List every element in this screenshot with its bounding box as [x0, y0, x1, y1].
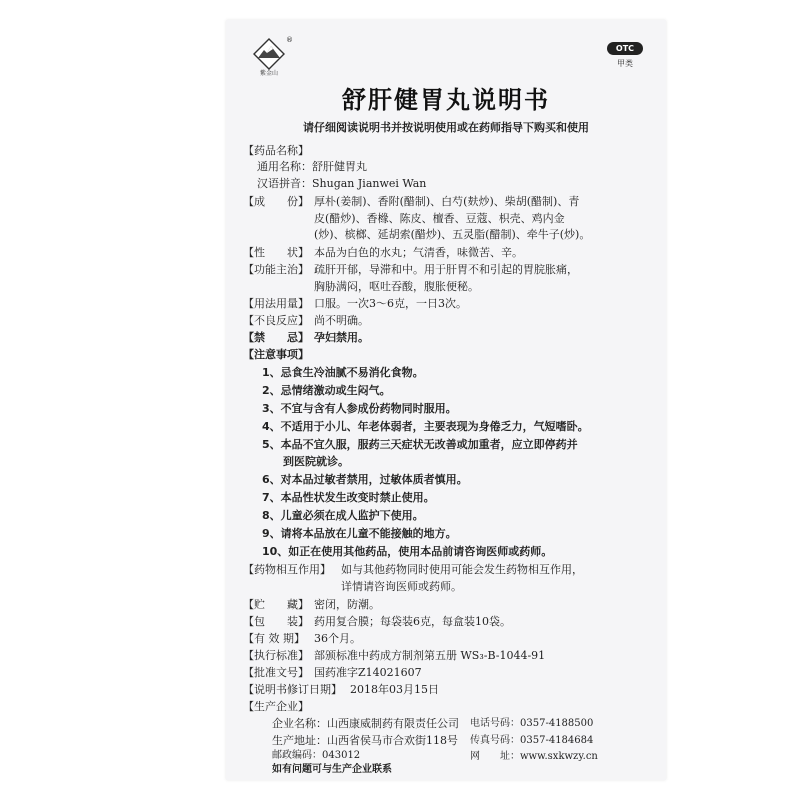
storage-label: 【贮 藏】 — [243, 598, 309, 611]
indications-label: 【功能主治】 — [243, 263, 309, 276]
website: 网 址：www.sxkwzy.cn — [470, 751, 598, 762]
precaution-item: 10、如正在使用其他药品，使用本品前请咨询医师或药师。 — [262, 545, 553, 558]
registered-mark: ® — [286, 36, 293, 44]
precaution-item: 7、本品性状发生改变时禁止使用。 — [262, 491, 435, 504]
usage-label: 【用法用量】 — [243, 297, 309, 310]
brand-name: 紫金山 — [259, 70, 278, 77]
precaution-item-continued: 到医院就诊。 — [283, 455, 349, 468]
generic-name: 通用名称：舒肝健胃丸 — [257, 160, 367, 173]
ingredients-line: 皮(醋炒)、香橼、陈皮、檀香、豆蔻、枳壳、鸡内金 — [314, 212, 565, 225]
ingredients-line: (炒)、槟榔、延胡索(醋炒)、五灵脂(醋制)、牵牛子(炒)。 — [314, 228, 591, 241]
indications-line: 胸胁满闷，呕吐吞酸，腹胀便秘。 — [314, 280, 479, 293]
revision-text: 2018年03月15日 — [350, 683, 439, 696]
ingredients-line: 厚朴(姜制)、香附(醋制)、白芍(麸炒)、柴胡(醋制)、青 — [314, 195, 580, 208]
otc-class-label: 甲类 — [617, 59, 633, 68]
indications-line: 疏肝开郁，导滞和中。用于肝胃不和引起的胃脘胀痛， — [314, 263, 578, 276]
fax-number: 传真号码：0357-4184684 — [470, 735, 594, 746]
pinyin-name: 汉语拼音：Shugan Jianwei Wan — [257, 177, 427, 190]
precaution-item: 4、不适用于小儿、年老体弱者，主要表现为身倦乏力，气短嗜卧。 — [262, 420, 589, 433]
adverse-text: 尚不明确。 — [314, 314, 369, 327]
manufacturer-label: 【生产企业】 — [243, 700, 309, 713]
postal-code: 邮政编码：043012 — [272, 750, 361, 761]
precaution-item: 9、请将本品放在儿童不能接触的地方。 — [262, 527, 457, 540]
company-name: 企业名称：山西康威制药有限责任公司 — [272, 717, 459, 730]
mountain-logo-icon — [253, 38, 285, 72]
validity-text: 36个月。 — [314, 632, 361, 645]
precautions-label: 【注意事项】 — [243, 348, 309, 361]
company-address: 生产地址：山西省侯马市合欢街118号 — [272, 734, 458, 747]
ingredients-label: 【成 份】 — [243, 195, 309, 208]
usage-text: 口服。一次3～6克，一日3次。 — [314, 297, 467, 310]
storage-text: 密闭，防潮。 — [314, 598, 380, 611]
adverse-label: 【不良反应】 — [243, 314, 309, 327]
character-text: 本品为白色的水丸；气清香，味微苦、辛。 — [314, 246, 523, 259]
package-text: 药用复合膜；每袋装6克，每盒装10袋。 — [314, 615, 511, 628]
standard-text: 部颁标准中药成方制剂第五册 WS₃-B-1044-91 — [314, 649, 546, 662]
precaution-item: 5、本品不宜久服，服药三天症状无改善或加重者，应立即停药并 — [262, 438, 578, 451]
otc-badge: OTC — [607, 42, 643, 55]
revision-label: 【说明书修订日期】 — [243, 683, 342, 696]
approval-text: 国药准字Z14021607 — [314, 666, 422, 679]
contraindications-label: 【禁 忌】 — [243, 331, 309, 344]
phone-number: 电话号码：0357-4188500 — [470, 718, 594, 729]
interactions-line: 详情请咨询医师或药师。 — [341, 580, 462, 593]
precaution-item: 6、对本品过敏者禁用，过敏体质者慎用。 — [262, 473, 468, 486]
standard-label: 【执行标准】 — [243, 649, 309, 662]
precaution-item: 2、忌情绪激动或生闷气。 — [262, 384, 391, 397]
footer-contact-note: 如有问题可与生产企业联系 — [272, 764, 392, 775]
character-label: 【性 状】 — [243, 246, 309, 259]
precaution-item: 3、不宜与含有人参成份药物同时服用。 — [262, 402, 457, 415]
approval-label: 【批准文号】 — [243, 666, 309, 679]
interactions-line: 如与其他药物同时使用可能会发生药物相互作用， — [341, 563, 583, 576]
precaution-item: 1、忌食生冷油腻不易消化食物。 — [262, 366, 424, 379]
package-label: 【包 装】 — [243, 615, 309, 628]
precaution-item: 8、儿童必须在成人监护下使用。 — [262, 509, 424, 522]
document-title: 舒肝健胃丸说明书 — [342, 86, 550, 114]
document-subtitle: 请仔细阅读说明书并按说明使用或在药师指导下购买和使用 — [303, 121, 589, 134]
drug-name-label: 【药品名称】 — [243, 144, 309, 157]
contraindications-text: 孕妇禁用。 — [314, 331, 369, 344]
validity-label: 【有 效 期】 — [243, 632, 305, 645]
interactions-label: 【药物相互作用】 — [243, 563, 331, 576]
